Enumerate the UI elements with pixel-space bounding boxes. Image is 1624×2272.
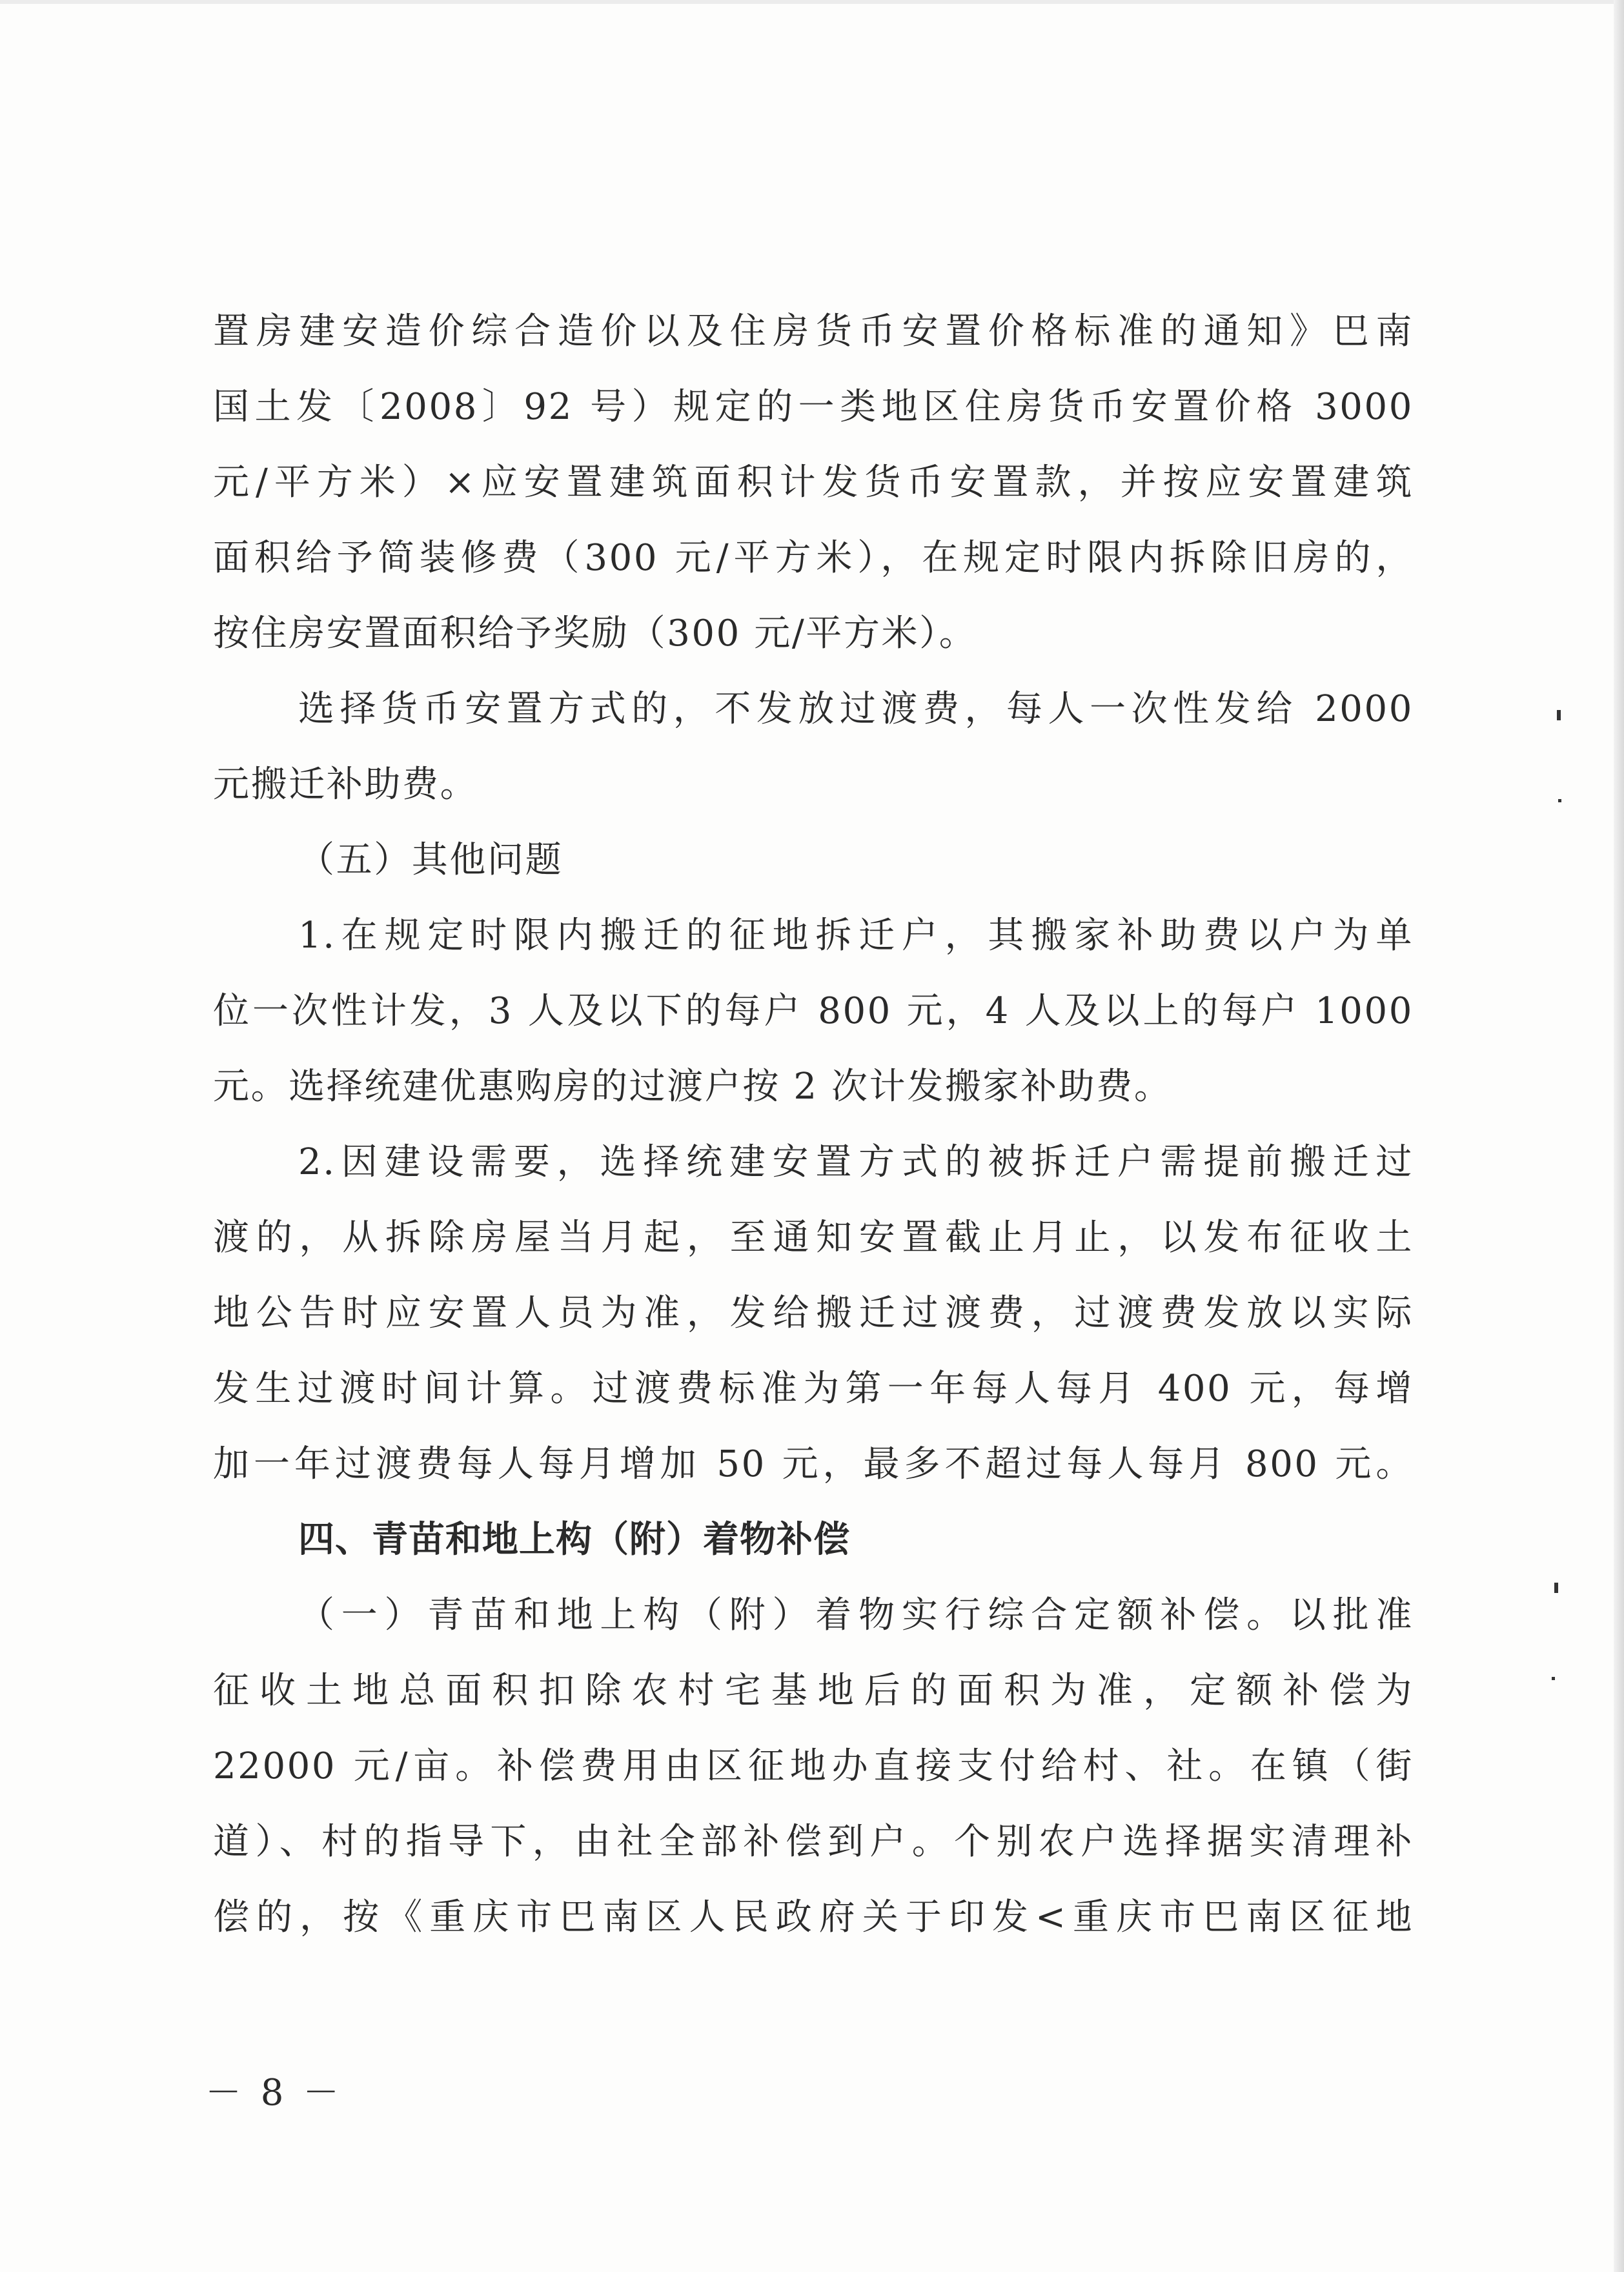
paragraph-line: 1.在规定时限内搬迁的征地拆迁户，其搬家补助费以户为单 <box>298 915 1414 957</box>
paragraph-line: 面积给予简装修费（300 元/平方米），在规定时限内拆除旧房的， <box>213 537 1414 579</box>
paragraph-line: 元搬迁补助费。 <box>213 764 478 806</box>
scan-speck <box>1558 799 1561 802</box>
scan-speck <box>1554 1583 1558 1593</box>
document-body <box>213 294 1414 1955</box>
paragraph-line: 偿的，按《重庆市巴南区人民政府关于印发<重庆市巴南区征地 <box>213 1896 1414 1938</box>
paragraph-line: （一）青苗和地上构（附）着物实行综合定额补偿。以批准 <box>298 1594 1414 1636</box>
paragraph-line: 征收土地总面积扣除农村宅基地后的面积为准，定额补偿为 <box>213 1670 1414 1712</box>
scan-edge-right <box>1614 0 1624 2272</box>
paragraph-line: 2.因建设需要，选择统建安置方式的被拆迁户需提前搬迁过 <box>298 1141 1414 1183</box>
paragraph-line: 渡的，从拆除房屋当月起，至通知安置截止月止，以发布征收土 <box>213 1217 1414 1259</box>
paragraph-line: 按住房安置面积给予奖励（300 元/平方米）。 <box>213 613 977 654</box>
paragraph-line: 元。选择统建优惠购房的过渡户按 2 次计发搬家补助费。 <box>213 1066 1172 1108</box>
scan-speck <box>1552 1677 1555 1680</box>
paragraph-line: 国土发〔2008〕92 号）规定的一类地区住房货币安置价格 3000 <box>213 386 1414 428</box>
paragraph-line: 22000 元/亩。补偿费用由区征地办直接支付给村、社。在镇（街 <box>213 1745 1414 1787</box>
paragraph-line: 加一年过渡费每人每月增加 50 元，最多不超过每人每月 800 元。 <box>213 1443 1414 1485</box>
section-heading: 四、青苗和地上构（附）着物补偿 <box>298 1519 850 1561</box>
paragraph-line: 发生过渡时间计算。过渡费标准为第一年每人每月 400 元，每增 <box>213 1368 1414 1410</box>
section-subheading: （五）其他问题 <box>298 839 563 881</box>
paragraph-line: 选择货币安置方式的，不发放过渡费，每人一次性发给 2000 <box>298 688 1414 730</box>
paragraph-line: 道）、村的指导下，由社全部补偿到户。个别农户选择据实清理补 <box>213 1821 1414 1863</box>
page-number: － 8 － <box>205 2072 343 2114</box>
scan-edge-top <box>0 0 1624 4</box>
paragraph-line: 置房建安造价综合造价以及住房货币安置价格标准的通知》巴南 <box>213 310 1414 352</box>
scan-speck <box>1557 710 1561 720</box>
paragraph-line: 地公告时应安置人员为准，发给搬迁过渡费，过渡费发放以实际 <box>213 1292 1414 1334</box>
paragraph-line: 元/平方米）×应安置建筑面积计发货币安置款，并按应安置建筑 <box>213 462 1414 503</box>
paragraph-line: 位一次性计发，3 人及以下的每户 800 元，4 人及以上的每户 1000 <box>213 990 1414 1032</box>
